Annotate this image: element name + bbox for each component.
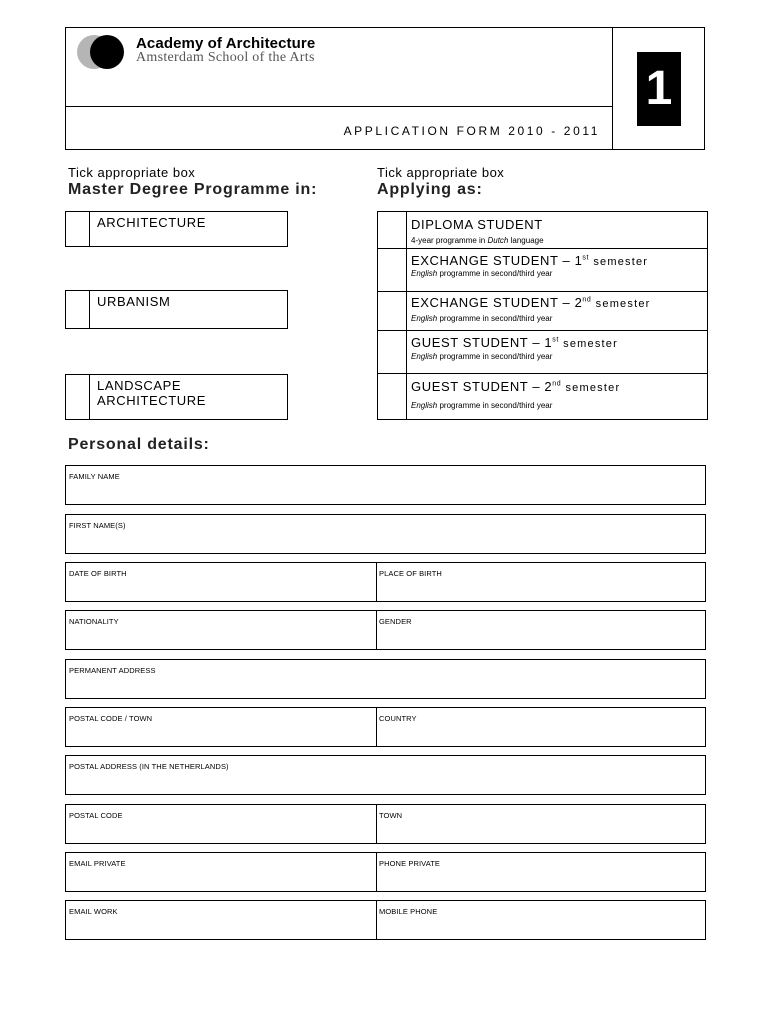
field-divider xyxy=(376,805,377,843)
subtitle-text: programme in second/third year xyxy=(437,314,553,323)
option-title-text: EXCHANGE STUDENT xyxy=(411,253,559,268)
programme-hint: Tick appropriate box xyxy=(68,165,196,180)
applying-option-exchange-2nd[interactable] xyxy=(378,292,707,331)
option-title-text: EXCHANGE STUDENT xyxy=(411,295,559,310)
page-number-badge: 1 xyxy=(637,52,681,126)
programme-option-label: URBANISM xyxy=(97,294,171,309)
family-name-field[interactable] xyxy=(65,465,706,505)
applying-option-subtitle xyxy=(411,236,544,245)
personal-details-heading: Personal details: xyxy=(68,436,210,453)
option-suffix: – 1 xyxy=(528,335,553,350)
logo-name: Academy of Architecture xyxy=(136,35,316,52)
programme-option-landscape-architecture xyxy=(65,374,288,420)
academy-logo-icon xyxy=(76,34,134,70)
country-label: COUNTRY xyxy=(379,714,417,723)
applying-option-exchange-1st[interactable] xyxy=(378,249,707,292)
option-suffix: – 2 xyxy=(558,295,583,310)
nationality-label: NATIONALITY xyxy=(69,617,119,626)
form-title: APPLICATION FORM 2010 - 2011 xyxy=(343,124,600,138)
field-divider xyxy=(376,853,377,891)
field-label: FIRST NAME(S) xyxy=(69,521,126,530)
applying-option-title xyxy=(411,295,651,310)
mobile-phone-label: MOBILE PHONE xyxy=(379,907,438,916)
option-semester: semester xyxy=(561,382,621,394)
applying-option-title xyxy=(411,253,648,268)
applying-option-subtitle xyxy=(411,314,552,323)
subtitle-emphasis: English xyxy=(411,352,438,361)
subtitle-text: programme in second/third year xyxy=(437,352,553,361)
option-semester: semester xyxy=(589,256,649,268)
option-title-text: DIPLOMA STUDENT xyxy=(411,217,543,232)
applying-option-guest-1st[interactable] xyxy=(378,331,707,374)
subtitle-emphasis: English xyxy=(411,401,438,410)
form-header xyxy=(65,27,705,150)
option-sup: nd xyxy=(582,296,592,304)
programme-option-architecture xyxy=(65,211,288,247)
applying-option-subtitle xyxy=(411,401,552,410)
applying-option-subtitle xyxy=(411,352,552,361)
option-suffix: – 2 xyxy=(528,379,553,394)
subtitle-emphasis: Dutch xyxy=(487,236,509,245)
field-divider xyxy=(376,708,377,746)
programme-heading: Master Degree Programme in: xyxy=(68,181,318,198)
work-contact-row xyxy=(65,900,706,940)
field-label: POSTAL ADDRESS (IN THE NETHERLANDS) xyxy=(69,762,229,771)
postal-code-label: POSTAL CODE xyxy=(69,811,123,820)
birth-row xyxy=(65,562,706,602)
email-work-label: EMAIL WORK xyxy=(69,907,118,916)
field-divider xyxy=(376,563,377,601)
urbanism-checkbox[interactable] xyxy=(66,291,90,328)
option-sup: st xyxy=(582,254,590,262)
option-suffix: – 1 xyxy=(558,253,583,268)
phone-private-label: PHONE PRIVATE xyxy=(379,859,441,868)
programme-option-urbanism xyxy=(65,290,288,329)
option-title-text: GUEST STUDENT xyxy=(411,379,529,394)
applying-hint: Tick appropriate box xyxy=(377,165,505,180)
applying-heading: Applying as: xyxy=(377,181,483,198)
postal-town-row xyxy=(65,804,706,844)
postal-code-town-label: POSTAL CODE / TOWN xyxy=(69,714,153,723)
option-sup: st xyxy=(552,336,559,344)
header-divider-vertical xyxy=(612,28,613,149)
permanent-address-field[interactable] xyxy=(65,659,706,699)
field-label: FAMILY NAME xyxy=(69,472,120,481)
field-label: PERMANENT ADDRESS xyxy=(69,666,156,675)
subtitle-text: programme in second/third year xyxy=(437,401,553,410)
architecture-checkbox[interactable] xyxy=(66,212,90,246)
subtitle-text: programme in second/third year xyxy=(437,269,553,278)
logo-subtitle: Amsterdam School of the Arts xyxy=(136,50,315,65)
postal-address-nl-field[interactable] xyxy=(65,755,706,795)
applying-option-guest-2nd[interactable] xyxy=(378,374,707,421)
subtitle-emphasis: English xyxy=(411,269,438,278)
applying-option-title xyxy=(411,379,620,394)
programme-option-label: ARCHITECTURE xyxy=(97,215,207,230)
postal-country-row xyxy=(65,707,706,747)
subtitle-text: language xyxy=(508,236,544,245)
place-of-birth-label: PLACE OF BIRTH xyxy=(379,569,442,578)
option-sup: nd xyxy=(552,380,562,388)
option-semester: semester xyxy=(591,298,651,310)
landscape-architecture-checkbox[interactable] xyxy=(66,375,90,419)
private-contact-row xyxy=(65,852,706,892)
applying-as-box xyxy=(377,211,708,420)
header-divider-horizontal xyxy=(66,106,612,107)
applying-option-title xyxy=(411,335,618,350)
date-of-birth-label: DATE OF BIRTH xyxy=(69,569,127,578)
email-private-label: EMAIL PRIVATE xyxy=(69,859,126,868)
town-label: TOWN xyxy=(379,811,403,820)
gender-label: GENDER xyxy=(379,617,412,626)
subtitle-emphasis: English xyxy=(411,314,438,323)
subtitle-text: 4-year programme in xyxy=(411,236,488,245)
field-divider xyxy=(376,611,377,649)
field-divider xyxy=(376,901,377,939)
applying-option-title xyxy=(411,217,543,232)
applying-option-diploma[interactable] xyxy=(378,212,707,249)
nationality-gender-row xyxy=(65,610,706,650)
first-names-field[interactable] xyxy=(65,514,706,554)
option-semester: semester xyxy=(558,338,618,350)
applying-option-subtitle xyxy=(411,269,552,278)
programme-option-label: LANDSCAPE ARCHITECTURE xyxy=(97,378,207,408)
option-title-text: GUEST STUDENT xyxy=(411,335,529,350)
